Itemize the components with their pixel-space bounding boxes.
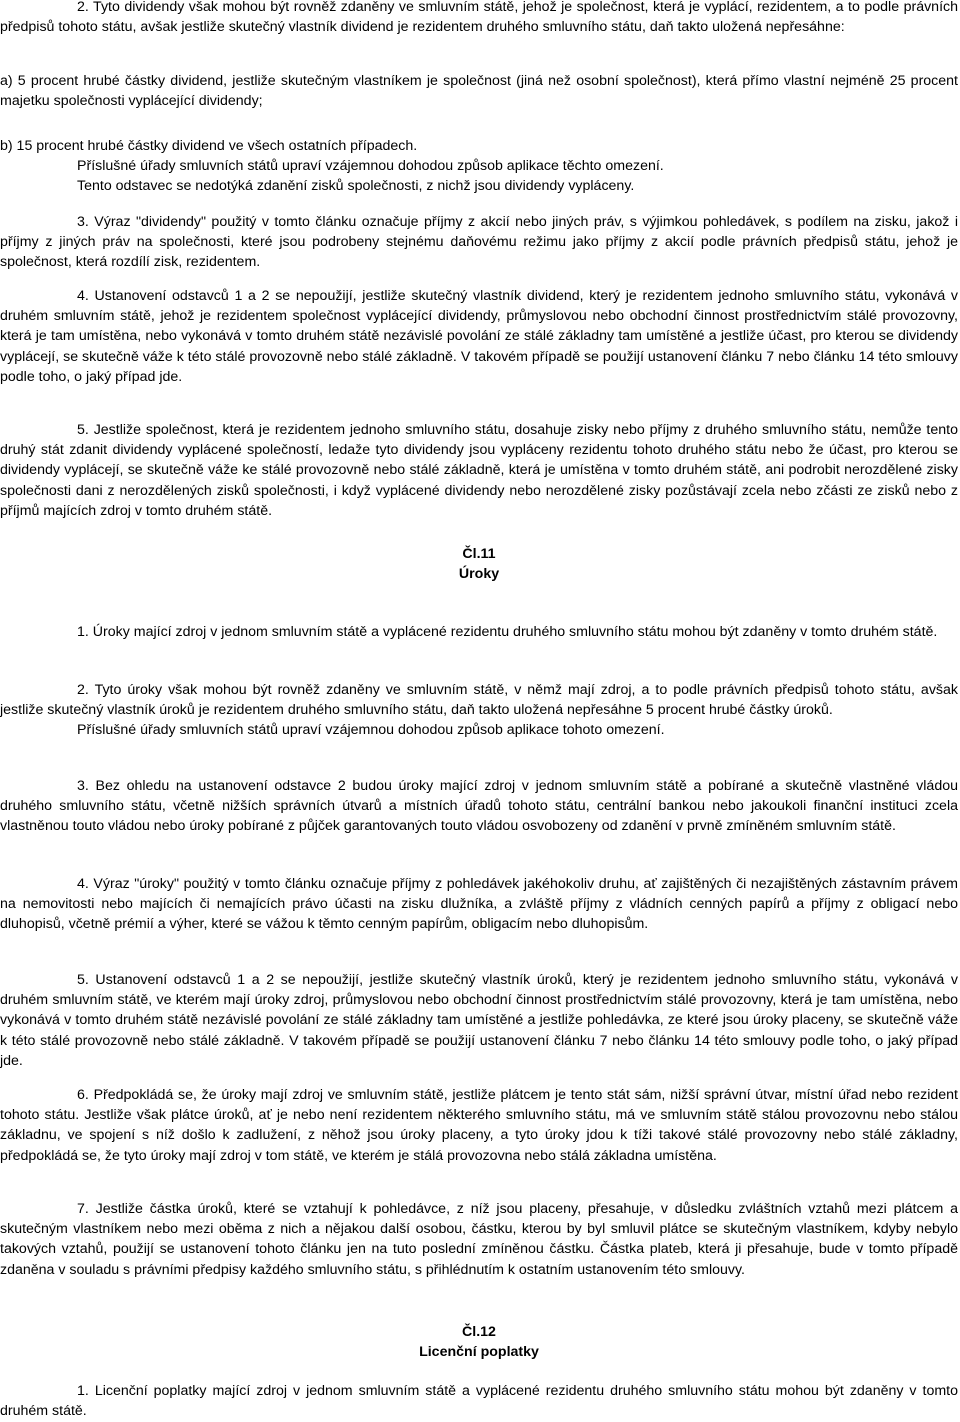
article-10-paragraph-2b: [0, 136, 958, 197]
article-12-number: Čl.12: [462, 1324, 496, 1340]
article-12-paragraph-1: [0, 1381, 958, 1421]
article-11-paragraph-6: [0, 1085, 958, 1166]
interest-paragraph-6: 6. Předpokládá se, že úroky mají zdroj ve smluvním státě, jestliže plátcem je tento stát sám, nižší správní útvar, místní úřad nebo rezident tohoto státu. Jestliže však plátce úroků, ať je nebo není rezidentem některého smluvního státu, má ve smluvním státě stálou provozovnu nebo stálou základnu, ve spojení s níž došlo k zadlužení, z něhož jsou úroky placeny, a tyto úroky jdou k tíži takové stálé provozovny nebo stálé základny, předpokládá se, že tyto úroky mají zdroj v tom státě, ve kterém je stálá provozovna nebo stálá základna umístěna.: [0, 1087, 958, 1164]
article-10-paragraph-5: [0, 420, 958, 521]
interest-paragraph-2: 2. Tyto úroky však mohou být rovněž zdaněny ve smluvním státě, v němž mají zdroj, a to podle právních předpisů tohoto státu, avšak jestliže skutečný vlastník úroků je rezidentem druhého smluvního státu, daň takto uložená nepřesáhne 5 procent hrubé částky úroků.: [0, 682, 958, 719]
article-10-paragraph-2a: [0, 71, 958, 111]
article-10-paragraph-2: [0, 0, 958, 37]
paragraph-2-item-b: b) 15 procent hrubé částky dividend ve všech ostatních případech.: [0, 138, 418, 154]
royalties-paragraph-1: 1. Licenční poplatky mající zdroj v jednom smluvním státě a vyplácené rezidentu druhého smluvního státu mohou být zdaněny v tomto druhém státě.: [0, 1383, 958, 1420]
interest-paragraph-2-authorities: Příslušné úřady smluvních států upraví vzájemnou dohodou způsob aplikace tohoto omezení.: [77, 722, 665, 739]
paragraph-3-text: 3. Výraz "dividendy" použitý v tomto článku označuje příjmy z akcií nebo jiných práv, s výjimkou pohledávek, s podílem na zisku, jakož i příjmy z jiných práv na společnosti, které jsou podrobeny stejnému daňovému režimu jako příjmy z akcií podle právních předpisů státu, jehož je společnost, která rozdílí zisk, rezidentem.: [0, 214, 958, 271]
article-11-paragraph-5: [0, 970, 958, 1071]
interest-paragraph-5: 5. Ustanovení odstavců 1 a 2 se nepoužijí, jestliže skutečný vlastník úroků, který je rezidentem jednoho smluvního státu, vykonává v druhém smluvním státě, ve kterém mají úroky zdroj, průmyslovou nebo obchodní činnost prostřednictvím stálé provozovny, která je tam umístěna, nebo vykonává v tomto druhém státě nezávislé povolání ze stálé základny tam umístěné a jestliže pohledávka, ze které jsou úroky placeny, se skutečně váže k této stálé provozovně nebo stálé základně. V takovém případě se použijí ustanovení článku 7 nebo článku 14 této smlouvy podle toho, o jaký případ jde.: [0, 972, 958, 1069]
article-11-number: Čl.11: [462, 546, 496, 562]
article-11-paragraph-3: [0, 776, 958, 837]
article-10-paragraph-4: [0, 286, 958, 387]
interest-paragraph-3: 3. Bez ohledu na ustanovení odstavce 2 budou úroky mající zdroj v jednom smluvním státě a pobírané a skutečně vlastněné vládou druhého smluvního státu, včetně nižších správních útvarů a místních úřadů tohoto státu, centrální bankou nebo jakoukoli finanční instituci zcela vlastněnou touto vládou nebo úroky pobírané z půjček garantovaných touto vládou osvobozeny od zdanění v prvně zmíněném smluvním státě.: [0, 778, 958, 835]
article-11-paragraph-1: [0, 622, 958, 642]
article-10-paragraph-3: [0, 212, 958, 273]
interest-paragraph-1: 1. Úroky mající zdroj v jednom smluvním státě a vyplácené rezidentu druhého smluvního státu mohou být zdaněny v tomto druhém státě.: [77, 624, 938, 640]
paragraph-2-item-a: a) 5 procent hrubé částky dividend, jestliže skutečným vlastníkem je společnost (jiná než osobní společnost), která přímo vlastní nejméně 25 procent majetku společnosti vyplácející dividendy;: [0, 73, 958, 110]
article-12-heading: [0, 1322, 958, 1362]
article-11-title: Úroky: [458, 566, 500, 583]
paragraph-5-text: 5. Jestliže společnost, která je rezidentem jednoho smluvního státu, dosahuje zisky nebo příjmy z druhého smluvního státu, nemůže tento druhý stát zdanit dividendy vyplácené společností, ledaže tyto dividendy jsou vypláceny rezidentu tohoto druhého státu nebo že účast, pro kterou se dividendy vyplácejí, se skutečně váže ke stálé provozovně nebo stálé základně, která je umístěna v tomto druhém státě, ani podrobit nerozdělené zisky společnosti dani z nerozdělených zisků společnosti, i když vyplácené dividendy nebo nerozdělené zisky pozůstávají zcela nebo zčásti ze zisků nebo z příjmů majících zdroj v tomto druhém státě.: [0, 422, 958, 519]
paragraph-2-profits-note: Tento odstavec se nedotýká zdanění zisků společnosti, z nichž jsou dividendy vypláceny.: [77, 178, 635, 195]
article-11-paragraph-4: [0, 874, 958, 935]
interest-paragraph-7: 7. Jestliže částka úroků, které se vztahují k pohledávce, z níž jsou placeny, přesahuje, v důsledku zvláštních vztahů mezi plátcem a skutečným vlastníkem nebo mezi oběma z nich a nějakou další osobou, částku, kterou by byl smluvil plátce se skutečným vlastníkem, kdyby nebylo takových vztahů, použijí se ustanovení tohoto článku jen na tuto poslední zmíněnou částku. Částka plateb, která ji přesahuje, bude v tomto případě zdaněna v souladu s právními předpisy každého smluvního státu, s přihlédnutím k ostatním ustanovením této smlouvy.: [0, 1201, 958, 1278]
article-12-title: Licenční poplatky: [419, 1344, 539, 1361]
article-11-paragraph-7: [0, 1199, 958, 1280]
paragraph-4-text: 4. Ustanovení odstavců 1 a 2 se nepoužijí, jestliže skutečný vlastník dividend, který je rezidentem jednoho smluvního státu, vykonává v druhém smluvním státě, jehož je rezidentem společnost vyplácející dividendy, průmyslovou nebo obchodní činnost prostřednictvím stálé provozovny, která je tam umístěna, nebo vykonává v tomto druhém státě nezávislé povolání ze stálé základny tam umístěné a jestliže účast, pro kterou se dividendy vyplácejí, se skutečně váže k této stálé provozovně nebo stálé základně. V takovém případě se použijí ustanovení článku 7 nebo článku 14 této smlouvy podle toho, o jaký případ jde.: [0, 288, 958, 385]
article-11-paragraph-2: [0, 680, 958, 741]
paragraph-2-competent-authorities: Příslušné úřady smluvních států upraví vzájemnou dohodou způsob aplikace těchto omezení.: [77, 158, 664, 175]
article-11-heading: [0, 544, 958, 584]
interest-paragraph-4: 4. Výraz "úroky" použitý v tomto článku označuje příjmy z pohledávek jakéhokoliv druhu, ať zajištěných či nezajištěných zástavním právem na nemovitosti nebo majících či nemajících právo účasti na zisku dlužníka, a zvláště příjmy z vládních cenných papírů a příjmy z obligací nebo dluhopisů, včetně prémií a výher, které se vážou k těmto cenným papírům, obligacím nebo dluhopisům.: [0, 876, 958, 933]
paragraph-2-intro: 2. Tyto dividendy však mohou být rovněž zdaněny ve smluvním státě, jehož je společnost, která je vyplácí, rezidentem, a to podle právních předpisů tohoto státu, avšak jestliže skutečný vlastník dividend je rezidentem druhého smluvního státu, daň takto uložená nepřesáhne:: [0, 0, 958, 36]
